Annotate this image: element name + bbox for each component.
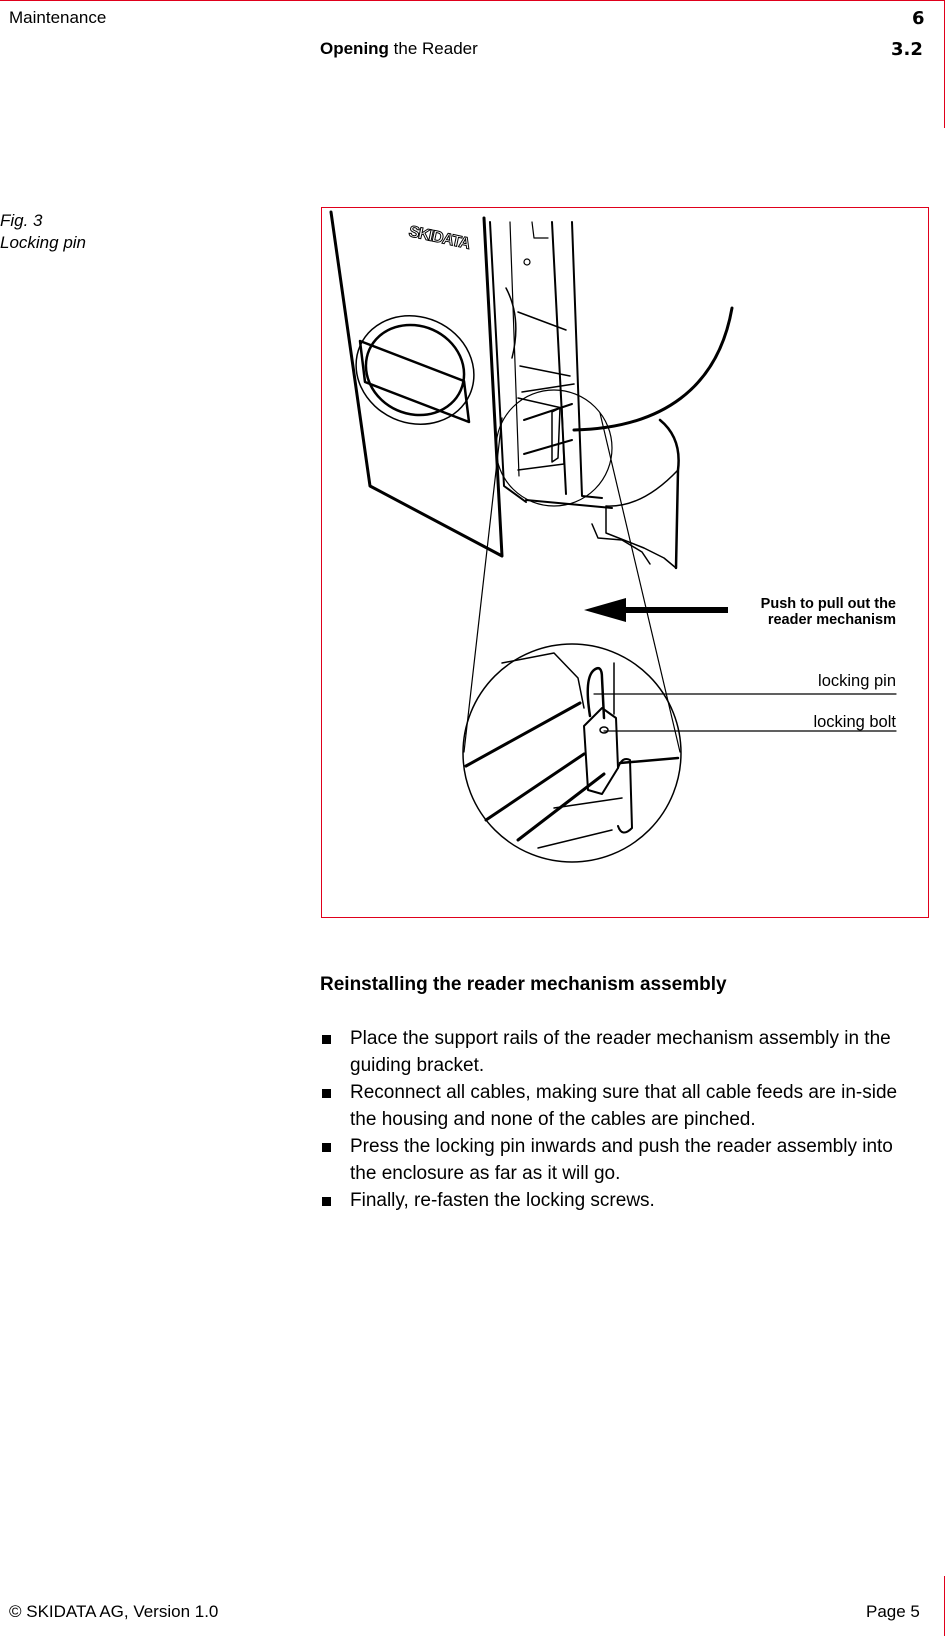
chapter-number: 6 [912, 8, 925, 29]
reader-dome [574, 308, 732, 568]
push-arrow [584, 598, 728, 622]
instruction-step: Reconnect all cables, making sure that all cable feeds are in-side the housing and none of the cables are pinched. [320, 1079, 920, 1133]
reader-illustration [322, 208, 927, 916]
header-rule [0, 0, 945, 1]
housing-frame [490, 222, 612, 508]
section-title-bold: Opening [320, 39, 389, 58]
detail-leader-left [464, 418, 502, 752]
arrow-label-line1: Push to pull out the [760, 596, 896, 612]
chapter-title: Maintenance [9, 8, 107, 27]
instruction-step: Press the locking pin inwards and push the reader assembly into the enclosure as far as it will go. [320, 1133, 920, 1187]
header-side-rule [944, 0, 945, 128]
section-number: 3.2 [891, 39, 923, 60]
figure-number: Fig. 3 [0, 211, 43, 230]
detail-marker-circle [496, 390, 612, 506]
locking-bolt-label: locking bolt [813, 713, 896, 731]
locking-pin-figure [321, 207, 929, 918]
footer-side-rule [944, 1576, 945, 1636]
locking-pin-label: locking pin [818, 672, 896, 690]
detail-zoom [463, 644, 681, 862]
figure-title: Locking pin [0, 233, 87, 252]
instruction-step: Finally, re-fasten the locking screws. [320, 1187, 920, 1214]
arrow-label-line2: reader mechanism [767, 612, 896, 628]
skidata-logo: SKIDATA [407, 223, 472, 253]
figure-caption [0, 210, 86, 254]
footer-page-number: Page 5 [866, 1602, 920, 1621]
section-title-rest: the Reader [388, 39, 478, 58]
section-title [320, 39, 478, 59]
instruction-step: Place the support rails of the reader mechanism assembly in the guiding bracket. [320, 1025, 920, 1079]
reader-door-panel [331, 212, 502, 556]
section-heading: Reinstalling the reader mechanism assembly [320, 974, 727, 995]
instruction-list [320, 1025, 920, 1214]
footer-copyright: © SKIDATA AG, Version 1.0 [9, 1602, 219, 1621]
